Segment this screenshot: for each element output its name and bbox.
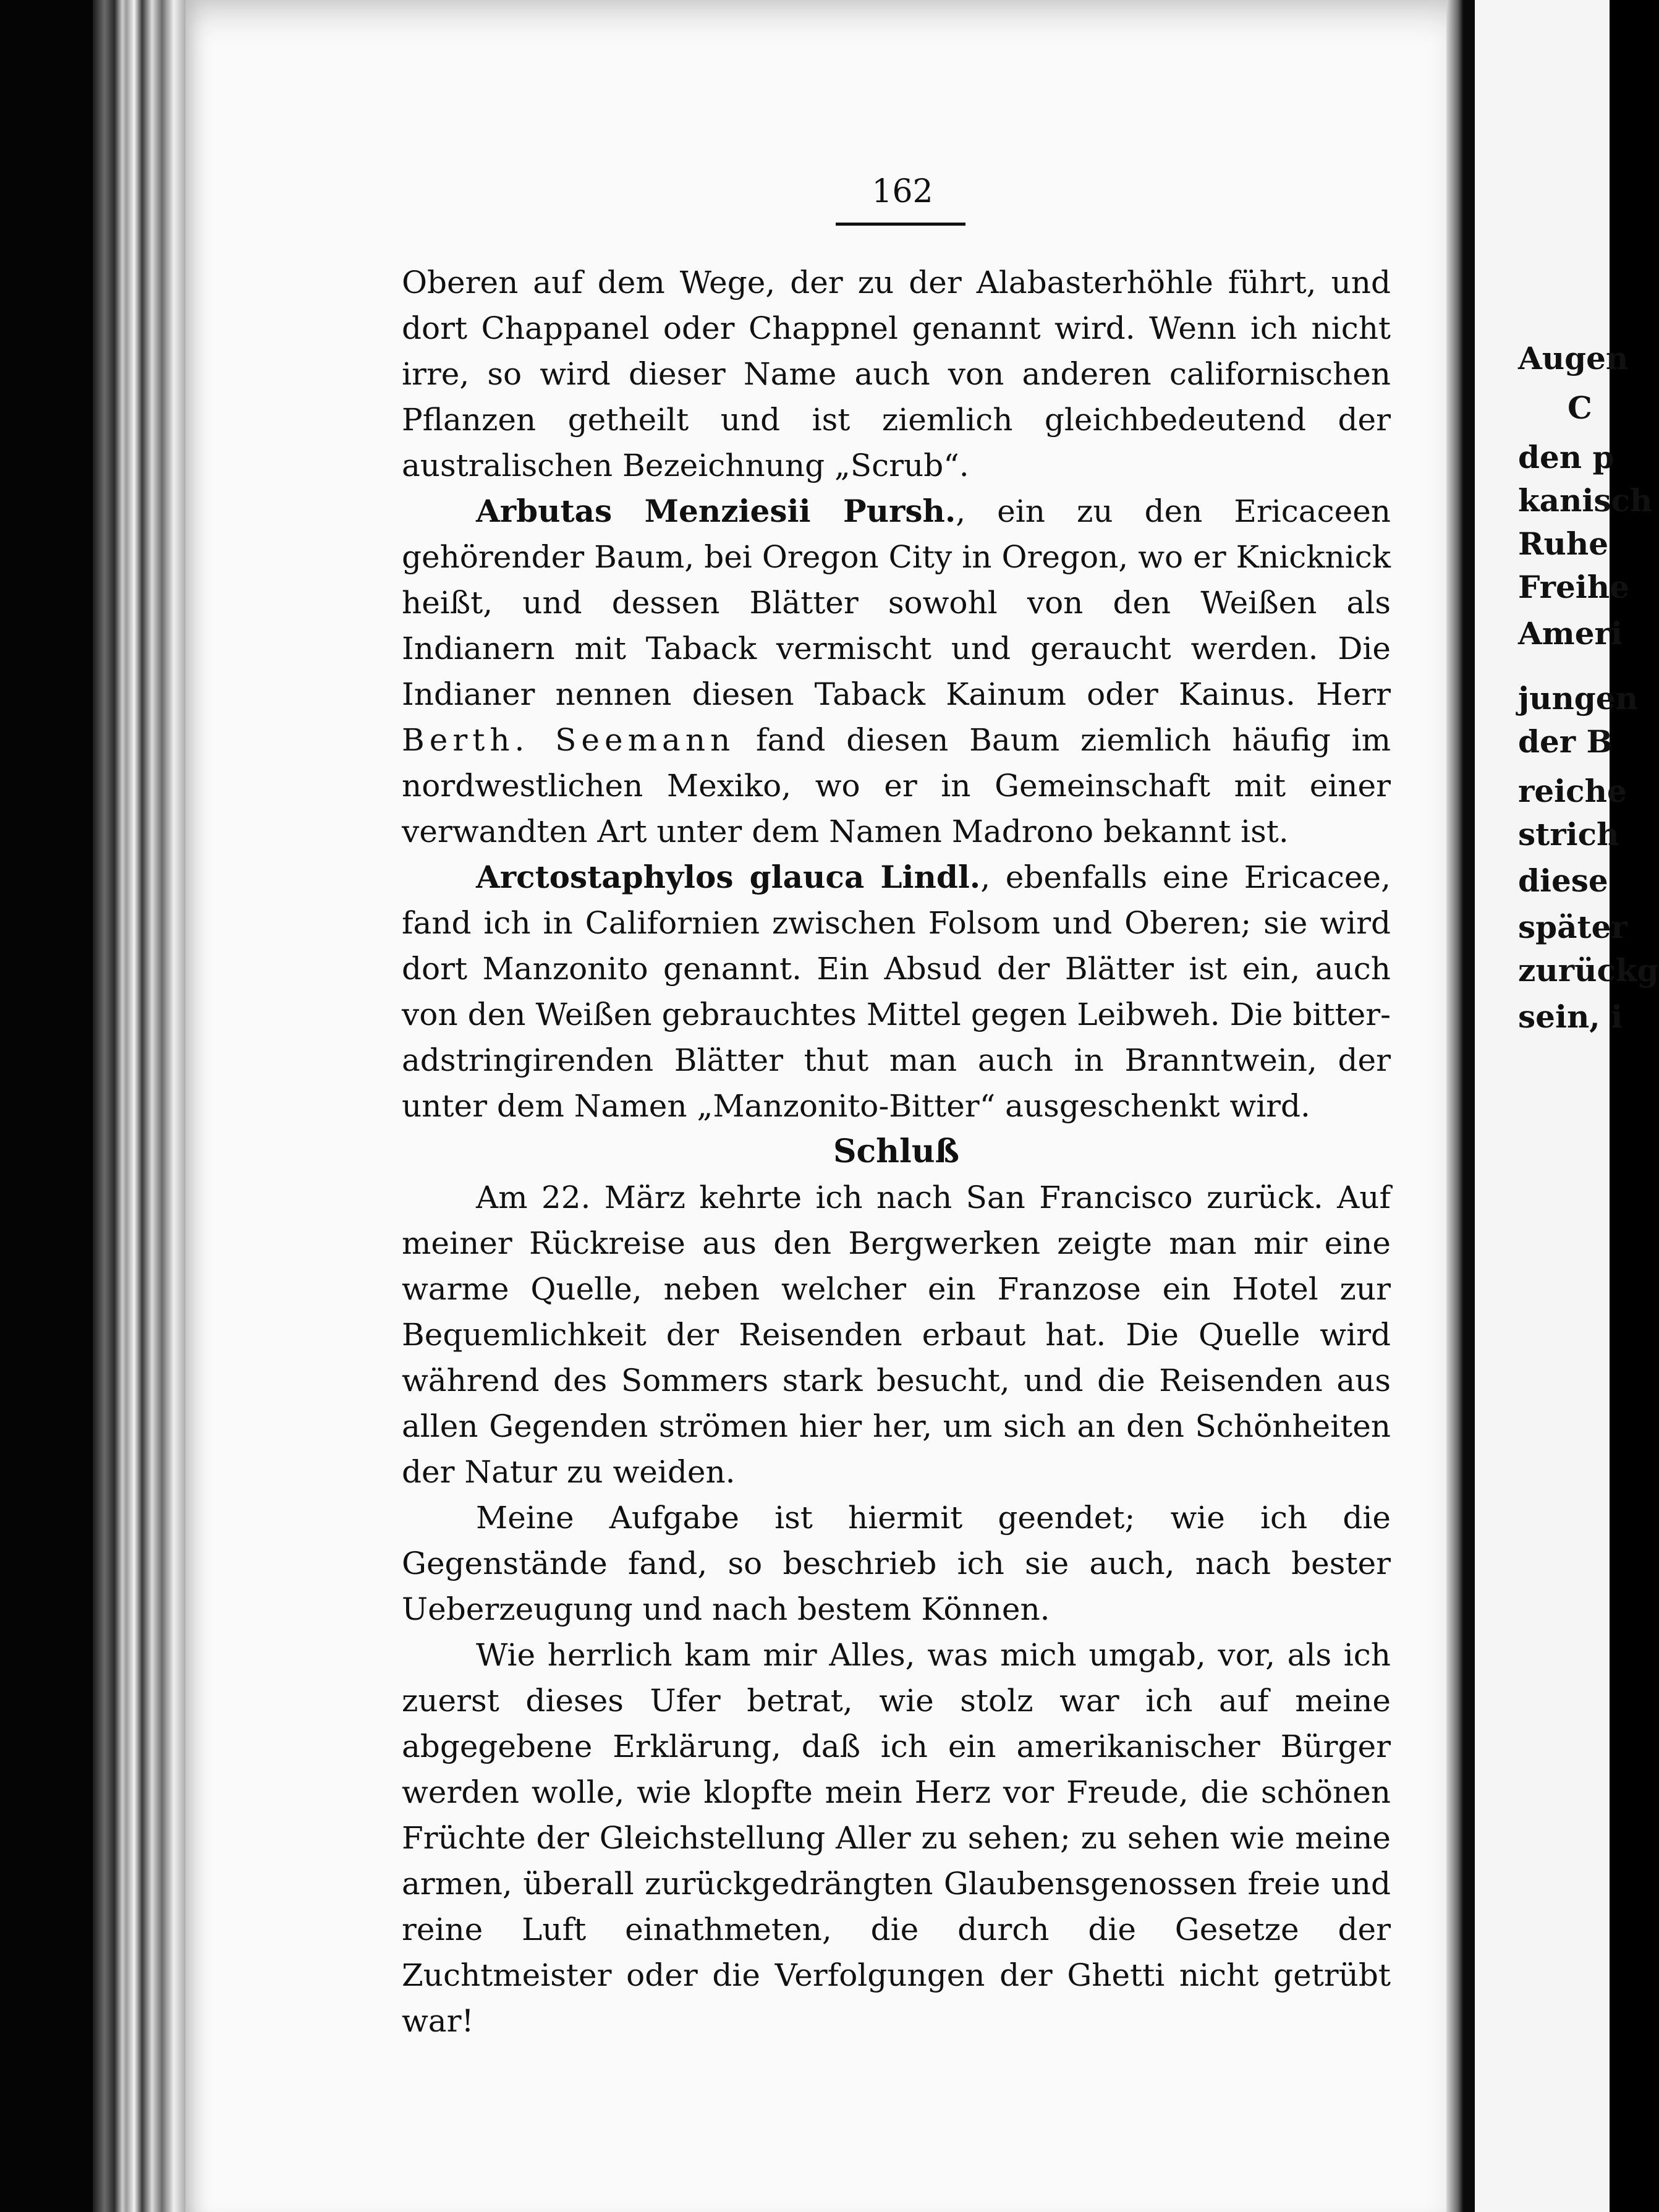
facing-page-fragment: Ruhe <box>1518 525 1609 562</box>
binding-shadow <box>0 0 93 2212</box>
closing-paragraph: Wie herrlich kam mir Alles, was mich umgab, vor, als ich zuerst dieses Ufer betrat, wie stolz war ich auf meine abgegebene Erklärung, daß ich ein amerikanischer Bürger werden wolle, wie klopfte mein Herz vor Freude, die schönen Früchte der Gleichstellung Aller zu sehen; zu sehen wie meine armen, überall zurückgedrängten Glaubensgenossen freie und reine Luft einathmeten, die durch die Gesetze der Zuchtmeister oder die Verfolgungen der Ghetti nicht getrübt war! <box>402 1637 1391 2039</box>
page-body <box>402 260 1391 2044</box>
closing-paragraph: Am 22. März kehrte ich nach San Francisco zurück. Auf meiner Rückreise aus den Bergwerken zeigte man mir eine warme Quelle, neben welcher ein Franzose ein Hotel zur Bequemlichkeit der Reisenden erbaut hat. Die Quelle wird während des Sommers stark besucht, und die Reisenden aus allen Gegenden strömen hier her, um sich an den Schönheiten der Natur zu weiden. <box>402 1180 1391 1490</box>
page-gutter <box>1446 0 1475 2212</box>
paragraph-text: , ebenfalls eine Ericacee, fand ich in Californien zwischen Folsom und Oberen; sie wird dort Manzonito genannt. Ein Absud der Blätter ist ein, auch von den Weißen gebrauchtes Mittel gegen Leibweh. Die bitter-adstringirenden Blätter thut man auch in Branntwein, der unter dem Namen „Manzonito-Bitter“ ausgeschenkt wird. <box>402 859 1391 1124</box>
page-edges <box>93 0 192 2212</box>
facing-page-fragment: kanisch <box>1518 482 1653 519</box>
paragraph-arbutus <box>402 488 1391 854</box>
paragraph-arctostaphylos <box>402 854 1391 1129</box>
facing-page-fragment: sein, i <box>1518 998 1623 1035</box>
facing-page-fragment: zurückg <box>1518 952 1659 989</box>
paragraph-text: fand diesen Baum ziemlich häufig im nordwestlichen Mexiko, wo er in Gemeinschaft mit einer verwandten Art unter dem Namen Madrono bekannt ist. <box>402 722 1391 849</box>
facing-page-fragment: Ameri <box>1518 615 1623 652</box>
page-number-rule <box>836 223 965 226</box>
facing-page-fragment: strich <box>1518 816 1619 853</box>
facing-page-edge <box>1475 0 1659 2212</box>
paragraph-text: , ein zu den Ericaceen gehörender Baum, bei Oregon City in Oregon, wo er Knicknick heißt, und dessen Blätter sowohl von den Weißen als Indianern mit Taback vermischt und geraucht werden. Die Indianer nennen diesen Taback Kainum oder Kainus. Herr <box>402 493 1391 712</box>
paragraph-continuation: Oberen auf dem Wege, der zu der Alabasterhöhle führt, und dort Chappanel oder Chappnel genannt wird. Wenn ich nicht irre, so wird dieser Name auch von anderen californischen Pflanzen getheilt und ist ziemlich gleichbedeutend der australischen Bezeichnung „Scrub“. <box>402 265 1391 483</box>
facing-page-fragment: jungen <box>1518 680 1638 717</box>
facing-page-fragment: später <box>1518 909 1627 945</box>
facing-page-fragment: C <box>1568 389 1592 426</box>
page-number: 162 <box>872 173 933 210</box>
facing-page-fragment: diese <box>1518 862 1608 899</box>
facing-page-fragment: Augen <box>1518 340 1629 376</box>
latin-name: Arbutas Menziesii Pursh. <box>476 493 956 529</box>
person-name: Berth. Seemann <box>402 722 736 758</box>
facing-page-fragment: den p <box>1518 439 1614 475</box>
facing-page-fragment: reiche <box>1518 773 1627 809</box>
latin-name: Arctostaphylos glauca Lindl. <box>476 859 981 895</box>
facing-page-fragment: Freihe <box>1518 569 1629 605</box>
facing-page-fragment: der B <box>1518 723 1613 760</box>
closing-paragraph: Meine Aufgabe ist hiermit geendet; wie ich die Gegenstände fand, so beschrieb ich sie auch, nach bester Ueberzeugung und nach bestem Können. <box>402 1500 1391 1627</box>
section-heading: Schluß <box>833 1133 960 1170</box>
